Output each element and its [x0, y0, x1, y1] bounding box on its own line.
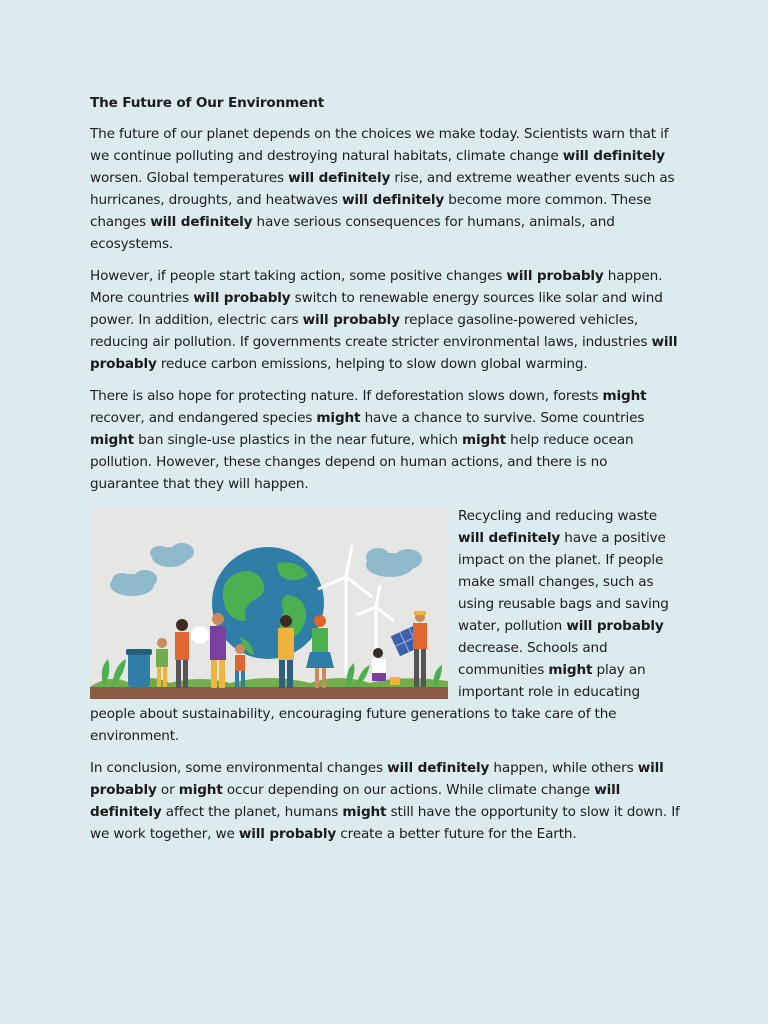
text: decrease. Schools and communities — [458, 640, 608, 678]
emphasis: will definitely — [288, 170, 391, 186]
paragraph-conclusion — [90, 757, 680, 845]
emphasis: will definitely — [387, 760, 490, 776]
text: ban single-use plastics in the near future, which — [133, 432, 463, 448]
text: still have the opportunity to slow it down. If we work together, we — [90, 804, 680, 842]
paragraph-action — [90, 265, 680, 375]
text: switch to renewable energy sources like solar and wind power. In addition, electric cars — [90, 290, 663, 328]
text: rise, and extreme weather events such as hurricanes, droughts, and heatwaves — [90, 170, 675, 208]
emphasis: will probably — [506, 268, 604, 284]
emphasis: will probably — [566, 618, 664, 634]
emphasis: will probably — [302, 312, 400, 328]
text: worsen. Global temperatures — [90, 170, 289, 186]
article — [90, 92, 680, 855]
text: reduce carbon emissions, helping to slow down global warming. — [156, 356, 588, 372]
document-title: The Future of Our Environment — [90, 95, 325, 111]
text: Recycling and reducing waste — [458, 508, 657, 524]
emphasis: will definitely — [562, 148, 665, 164]
text: create a better future for the Earth. — [336, 826, 577, 842]
emphasis: will definitely — [342, 192, 445, 208]
text: happen, while others — [489, 760, 638, 776]
emphasis: will probably — [193, 290, 291, 306]
globe-icon — [212, 547, 324, 659]
text: or — [156, 782, 179, 798]
emphasis: will definitely — [90, 782, 621, 820]
text: However, if people start taking action, some positive changes — [90, 268, 507, 284]
emphasis: will definitely — [150, 214, 253, 230]
text: have a chance to survive. Some countries — [360, 410, 645, 426]
environment-illustration — [90, 507, 448, 699]
emphasis: might — [342, 804, 387, 820]
emphasis: will probably — [90, 760, 664, 798]
text: affect the planet, humans — [161, 804, 343, 820]
emphasis: might — [548, 662, 593, 678]
text: have serious consequences for humans, animals, and ecosystems. — [90, 214, 615, 252]
text: The future of our planet depends on the choices we make today. Scientists warn that if we continue polluting and destroying natural habitats, climate change — [90, 126, 669, 164]
emphasis: might — [90, 432, 134, 448]
ground-strip — [90, 687, 448, 699]
paragraph-climate — [90, 123, 680, 255]
text: In conclusion, some environmental changes — [90, 760, 388, 776]
emphasis: might — [602, 388, 647, 404]
environment-illustration-icon — [90, 507, 448, 699]
emphasis: might — [178, 782, 223, 798]
text: happen. More countries — [90, 268, 663, 306]
text: help reduce ocean pollution. However, these changes depend on human actions, and there is no guarantee that they will happen. — [90, 432, 634, 492]
paragraph-nature — [90, 385, 680, 495]
text: There is also hope for protecting nature. If deforestation slows down, forests — [90, 388, 603, 404]
emphasis: will probably — [90, 334, 678, 372]
text: play an important role in educating people about sustainability, encouraging future generations to take care of the environment. — [90, 662, 646, 744]
emphasis: will probably — [238, 826, 337, 842]
emphasis: might — [462, 432, 506, 448]
text: occur depending on our actions. While climate change — [222, 782, 595, 798]
text: replace gasoline-powered vehicles, reducing air pollution. If governments create stricter environmental laws, industries — [90, 312, 652, 350]
text: have a positive impact on the planet. If people make small changes, such as using reusable bags and saving water, pollution — [458, 530, 669, 634]
text: become more common. These changes — [90, 192, 652, 230]
text: recover, and endangered species — [90, 410, 317, 426]
emphasis: might — [316, 410, 361, 426]
emphasis: will definitely — [458, 530, 561, 546]
